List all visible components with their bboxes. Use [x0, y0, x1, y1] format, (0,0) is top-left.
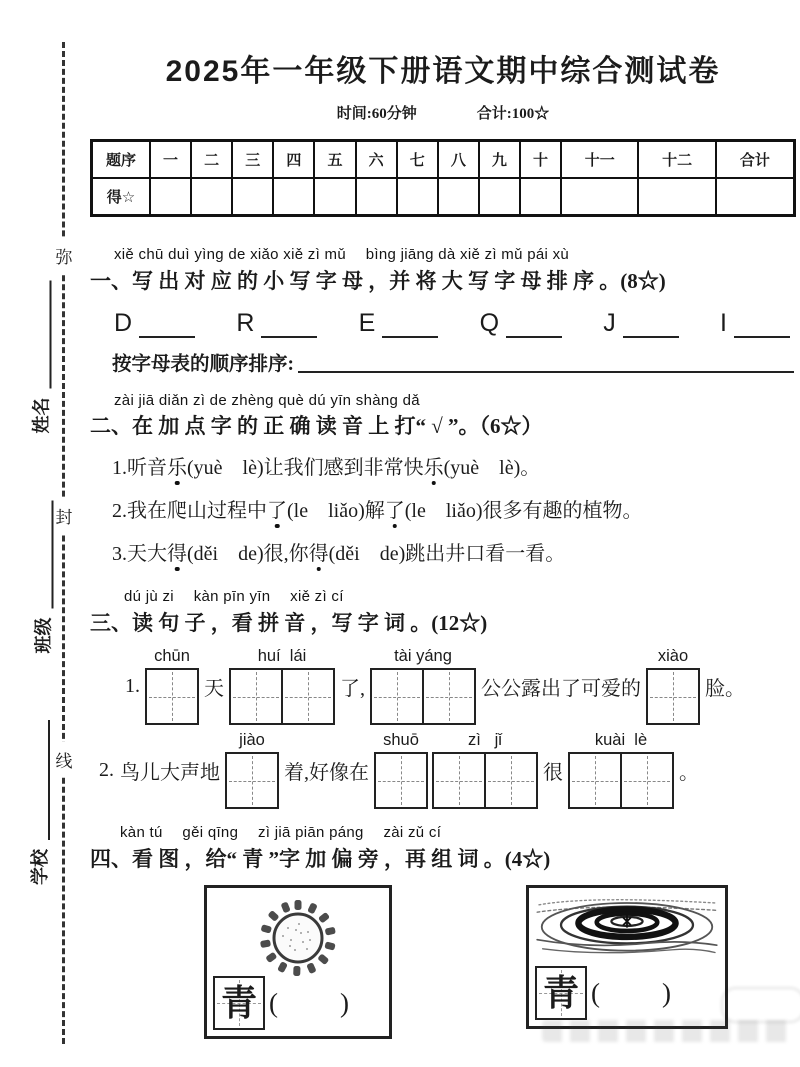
- letter-group: [480, 309, 562, 338]
- score-table-column-header: 八: [438, 141, 479, 179]
- score-table-column-header: 七: [397, 141, 438, 179]
- writing-grid: [145, 647, 199, 725]
- dotted-char: 得: [308, 543, 329, 565]
- class-field: [26, 479, 54, 654]
- score-cell[interactable]: [561, 178, 638, 216]
- pronunciation-options[interactable]: (le liǎo): [404, 500, 483, 522]
- base-char: 青: [220, 983, 257, 1023]
- writing-grid: [568, 731, 674, 809]
- score-table-column-header: 六: [356, 141, 397, 179]
- pronunciation-options[interactable]: (děi de): [328, 543, 406, 565]
- pinyin-label: zì jǐ: [468, 731, 502, 749]
- name-field-blank[interactable]: [34, 281, 52, 389]
- writing-grid-cells: [374, 752, 428, 809]
- sentence: [112, 539, 796, 569]
- answer-blank[interactable]: [298, 348, 794, 373]
- score-cell[interactable]: [232, 178, 273, 216]
- writing-grid-cell[interactable]: [227, 754, 277, 807]
- score-table-column-header: 十: [520, 141, 561, 179]
- pinyin-write-line: [122, 647, 796, 725]
- dotted-char: 了: [384, 500, 405, 522]
- q2-pinyin: zài jiā diǎn zì de zhèng què dú yīn shàng dǎ: [114, 392, 420, 409]
- score-table-column-header: 十一: [561, 141, 638, 179]
- section-q4: [90, 821, 796, 1039]
- q1-order-label: 按字母表的顺序排序:: [112, 354, 294, 375]
- sentence-text: 解: [364, 500, 385, 522]
- dotted-char: 了: [267, 500, 287, 522]
- letter-group: [114, 309, 195, 338]
- score-cell[interactable]: [638, 178, 715, 216]
- answer-blank[interactable]: [506, 316, 562, 338]
- seal-dashed-line: [62, 42, 65, 1044]
- writing-grid-cell[interactable]: [570, 754, 620, 807]
- writing-grid-cell[interactable]: [147, 670, 197, 723]
- writing-grid-cells: [370, 668, 476, 725]
- answer-blank[interactable]: [623, 316, 679, 338]
- q4-card-ripple: [526, 885, 728, 1029]
- score-cell[interactable]: [314, 178, 355, 216]
- score-table-column-header: 九: [479, 141, 520, 179]
- uppercase-letter: J: [603, 309, 616, 337]
- q1-letters: [114, 309, 790, 338]
- watermark-smudge: [542, 1020, 794, 1042]
- score-cell[interactable]: [273, 178, 314, 216]
- name-field-label: 姓名: [31, 397, 52, 434]
- letter-group: [359, 309, 439, 338]
- uppercase-letter: R: [236, 309, 255, 337]
- sentence-text: 2.: [99, 758, 114, 781]
- sentence-text: 公公露出了可爱的: [481, 677, 641, 700]
- dotted-char: 得: [167, 543, 187, 565]
- writing-grid-cell[interactable]: [281, 670, 333, 723]
- pronunciation-options[interactable]: (yuè lè): [187, 457, 264, 479]
- section-q3: [90, 585, 796, 809]
- uppercase-letter: D: [114, 309, 133, 337]
- score-cell[interactable]: [150, 178, 191, 216]
- sentence-text: 了,: [340, 677, 365, 700]
- answer-blank[interactable]: [734, 316, 790, 338]
- pinyin-label: shuō: [383, 731, 419, 749]
- paren-close: ): [340, 987, 349, 1018]
- q4-pinyin: kàn tú gěi qīng zì jiā piān páng zài zǔ cí: [120, 824, 442, 841]
- score-cell[interactable]: [716, 178, 795, 216]
- writing-grid-cells: [225, 752, 279, 809]
- writing-grid-cells: [432, 752, 538, 809]
- q1-pinyin: xiě chū duì yìng de xiǎo xiě zì mǔ bìng jiāng dà xiě zì mǔ pái xù: [114, 246, 570, 263]
- main-content: [90, 0, 796, 1067]
- sentence-text: 3.天大: [112, 543, 167, 565]
- page-title: 2025年一年级下册语文期中综合测试卷: [165, 55, 721, 88]
- name-field: [24, 259, 52, 434]
- score-cell[interactable]: [520, 178, 561, 216]
- score-table-column-header: 四: [273, 141, 314, 179]
- score-cell[interactable]: [397, 178, 438, 216]
- score-cell[interactable]: [191, 178, 232, 216]
- q4-card-sun: [204, 885, 392, 1039]
- answer-blank[interactable]: [139, 316, 195, 338]
- sentence-text: 着,好像在: [284, 761, 369, 784]
- total-score-label: 合计:100☆: [476, 106, 550, 122]
- q3-heading: 三、读 句 子 ，看 拼 音 ，写 字 词 。(12☆): [90, 611, 488, 635]
- sentence-text: 1.: [125, 674, 140, 697]
- sentence-text: 很多有趣的植物。: [482, 500, 643, 522]
- writing-grid-cell[interactable]: [231, 670, 281, 723]
- sun-illustration: [233, 892, 363, 984]
- q4-ripple-answer: [535, 966, 671, 1020]
- class-field-label: 班级: [33, 617, 54, 654]
- seal-char-feng: 封: [52, 498, 76, 533]
- writing-grid: [370, 647, 476, 725]
- q2-heading: 二、在 加 点 字 的 正 确 读 音 上 打“ √ ”。（6☆）: [90, 414, 543, 438]
- pinyin-label: tài yáng: [394, 647, 452, 665]
- q3-pinyin: dú jù zi kàn pīn yīn xiě zì cí: [124, 588, 344, 605]
- school-field-blank[interactable]: [32, 720, 50, 840]
- uppercase-letter: E: [358, 309, 376, 337]
- dotted-char: 乐: [167, 457, 187, 479]
- section-q1: [90, 243, 796, 376]
- sentence-text: 让我们感到非常快: [263, 457, 424, 479]
- uppercase-letter: I: [720, 309, 727, 337]
- seal-char-mi: 弥: [52, 238, 76, 273]
- q4-sun-answer: [213, 976, 349, 1030]
- score-table: [90, 139, 796, 217]
- score-table-column-header: 五: [314, 141, 355, 179]
- writing-grid-cell[interactable]: [422, 670, 474, 723]
- class-field-blank[interactable]: [36, 501, 54, 609]
- sentence-text: 。: [679, 761, 699, 784]
- q4-heading: 四、看 图 ，给“ 青 ”字 加 偏 旁 ，再 组 词 。(4☆): [90, 847, 551, 871]
- sentence-text: 跳出井口看一看。: [405, 543, 566, 565]
- sentence: [112, 453, 796, 483]
- pronunciation-options[interactable]: (děi de): [187, 543, 264, 565]
- paren-open: (: [269, 987, 278, 1018]
- score-cell[interactable]: [438, 178, 479, 216]
- writing-grid-cells: [646, 668, 700, 725]
- writing-grid-cell[interactable]: [434, 754, 484, 807]
- writing-grid-cell[interactable]: [620, 754, 672, 807]
- sentence-text: 2.我在爬山过程中: [112, 500, 267, 522]
- letter-group: [720, 309, 790, 338]
- time-limit-label: 时间:60分钟: [336, 106, 417, 122]
- writing-grid-cell[interactable]: [535, 966, 587, 1020]
- writing-grid: [432, 731, 538, 809]
- sentence: [112, 496, 796, 526]
- score-row-label: 得☆: [92, 178, 151, 216]
- score-table-column-header: 十二: [638, 141, 715, 179]
- letter-group: [603, 309, 679, 338]
- score-table-column-header: 合计: [716, 141, 795, 179]
- writing-grid: [646, 647, 700, 725]
- pinyin-label: jiào: [239, 731, 265, 749]
- sentence-text: 脸。: [705, 677, 745, 700]
- section-q2: [90, 392, 796, 569]
- pinyin-label: huí lái: [257, 647, 307, 665]
- score-table-column-header: 三: [232, 141, 273, 179]
- pinyin-write-line: [96, 731, 796, 809]
- watermark-smudge: [720, 986, 800, 1024]
- writing-grid-cell[interactable]: [372, 670, 422, 723]
- sentence-text: 很,你: [263, 543, 309, 565]
- score-cell[interactable]: [479, 178, 520, 216]
- pinyin-label: chūn: [154, 647, 190, 665]
- pronunciation-options[interactable]: (le liǎo): [287, 500, 365, 522]
- score-table-corner-label: 题序: [92, 141, 151, 179]
- writing-grid-cells: [229, 668, 335, 725]
- dotted-char: 乐: [423, 457, 444, 479]
- sentence-text: 。: [520, 457, 541, 479]
- writing-grid-cells: [145, 668, 199, 725]
- paren-open: (: [591, 977, 600, 1008]
- paren-close: ): [662, 977, 671, 1008]
- score-table-column-header: 二: [191, 141, 232, 179]
- sentence-text: 天: [204, 677, 224, 700]
- school-field-label: 学校: [30, 849, 50, 885]
- base-char: 青: [542, 973, 579, 1013]
- writing-grid: [374, 731, 428, 809]
- uppercase-letter: Q: [479, 309, 500, 337]
- q1-heading: 一、写 出 对 应 的 小 写 字 母 ，并 将 大 写 字 母 排 序 。(8☆): [90, 269, 666, 293]
- writing-grid: [225, 731, 279, 809]
- sentence-text: 鸟儿大声地: [120, 761, 220, 784]
- q4-cards: [204, 885, 796, 1039]
- pinyin-label: xiào: [657, 647, 689, 665]
- pinyin-label: kuài lè: [594, 731, 648, 749]
- writing-grid: [229, 647, 335, 725]
- writing-grid-cells: [568, 752, 674, 809]
- sentence-text: 1.听音: [112, 457, 167, 479]
- answer-blank[interactable]: [382, 316, 438, 338]
- q2-sentences: [90, 453, 796, 569]
- writing-grid-cell[interactable]: [213, 976, 265, 1030]
- letter-group: [236, 309, 317, 338]
- school-field: [22, 695, 50, 885]
- q1-order-line: [112, 348, 794, 376]
- answer-blank[interactable]: [261, 316, 317, 338]
- writing-grid-cell[interactable]: [484, 754, 536, 807]
- writing-grid-cell[interactable]: [376, 754, 426, 807]
- q3-lines: [90, 647, 796, 809]
- sentence-text: 很: [543, 761, 563, 784]
- writing-grid-cell[interactable]: [648, 670, 698, 723]
- pronunciation-options[interactable]: (yuè lè): [443, 457, 521, 479]
- water-ripple-illustration: [534, 892, 720, 958]
- exam-meta: [90, 102, 796, 123]
- score-cell[interactable]: [356, 178, 397, 216]
- score-table-column-header: 一: [150, 141, 191, 179]
- seal-char-xian: 线: [52, 742, 76, 777]
